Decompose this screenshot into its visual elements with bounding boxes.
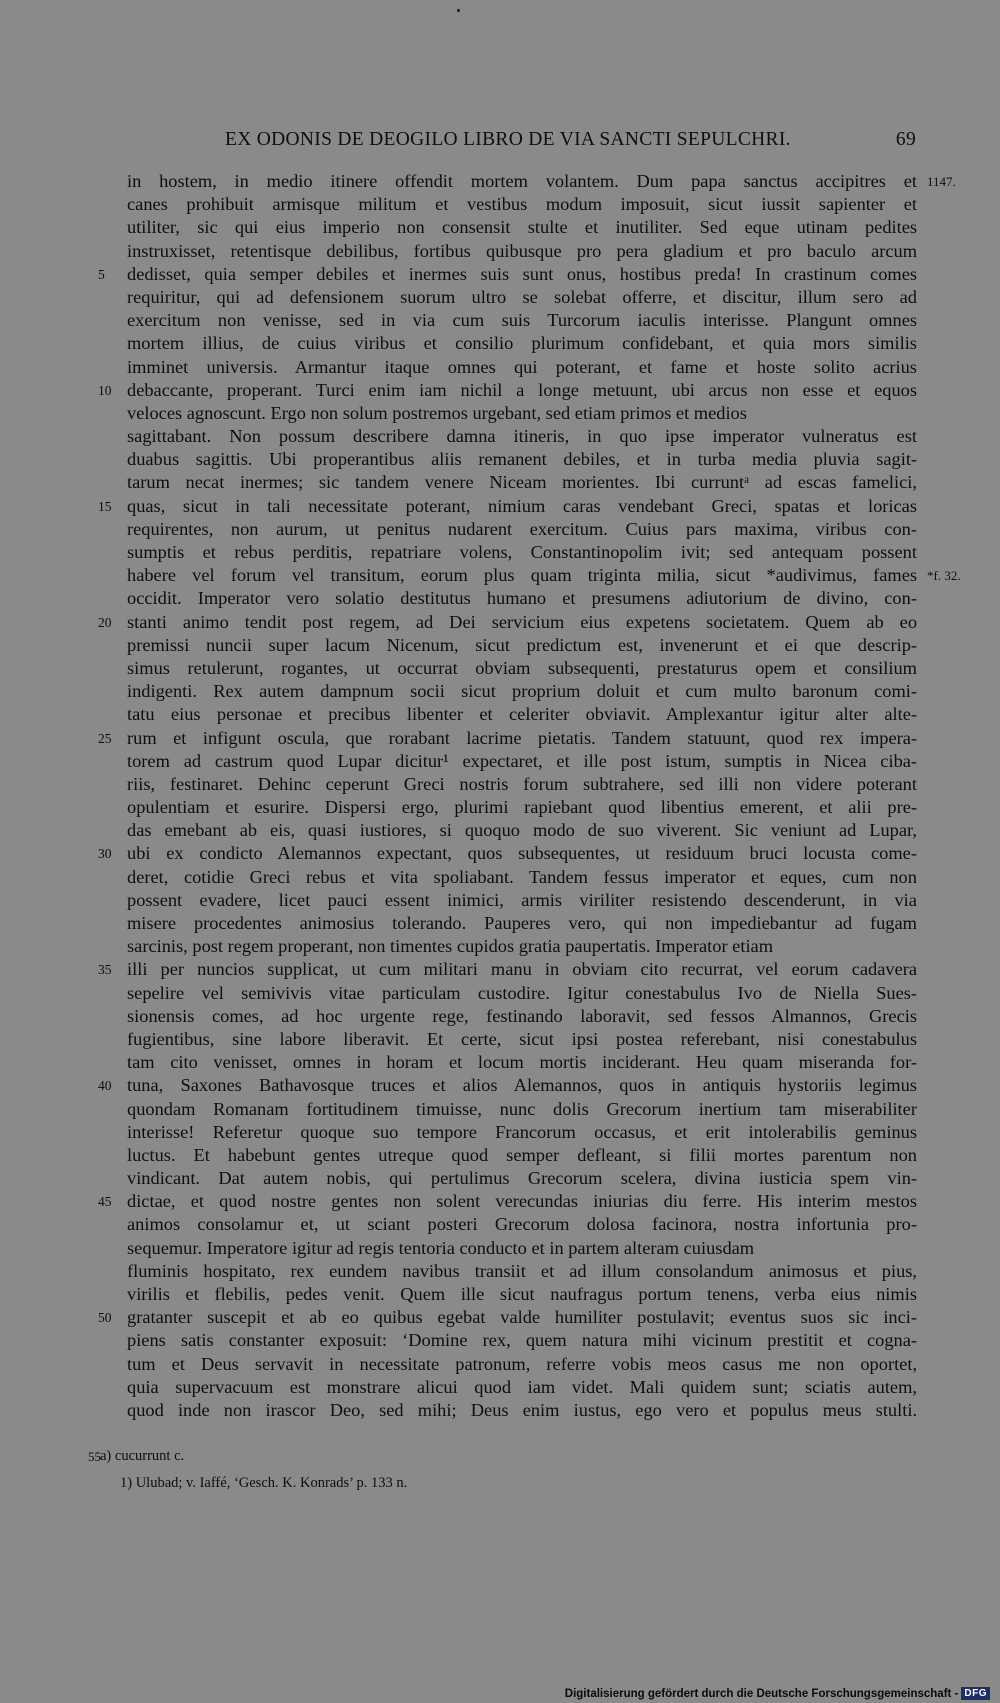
line-text: das emebant ab eis, quasi iustiores, si quoquo modo de suo viverent. Sic veniunt ad Lupar, <box>127 820 918 841</box>
margin-note: 1147. <box>927 174 956 189</box>
line-text: tatu eius personae et precibus libenter et celeriter obviavit. Amplexantur igitur alter alte- <box>127 704 918 725</box>
line-text: canes prohibuit armisque militum et vestibus modum imposuit, sicut iussit sapienter et <box>127 194 918 215</box>
text-line <box>127 1213 917 1236</box>
line-text: ubi ex condicto Alemannos expectant, quos subsequentes, ut residuum bruci locusta come- <box>127 843 917 864</box>
text-line <box>127 286 917 309</box>
text-line <box>127 680 917 703</box>
text-line <box>98 1190 917 1213</box>
line-text: mortem illius, de cuius viribus et consilio plurimum confidebant, et quia mors similis <box>127 333 917 354</box>
text-line <box>127 425 917 448</box>
line-text: utiliter, sic qui eius imperio non consensit stulte et inutiliter. Sed eque utinam pedites <box>127 217 918 238</box>
text-line <box>127 1237 917 1260</box>
line-text: luctus. Et habebunt gentes utreque quod semper defleant, si filii mortes parentum non <box>127 1144 918 1165</box>
text-line <box>127 309 917 332</box>
text-line <box>98 958 918 981</box>
text-line <box>127 1329 917 1352</box>
text-line <box>98 495 917 518</box>
digitization-credit <box>565 1687 990 1700</box>
line-text: vindicant. Dat autem nobis, qui pertulimus Grecorum scelera, divina iusticia spem vin- <box>127 1168 918 1189</box>
line-text: sagittabant. Non possum describere damna itineris, in quo ipse imperator vulneratus est <box>127 426 917 447</box>
text-line <box>127 1376 917 1399</box>
line-text: indigenti. Rex autem dampnum socii sicut proprium doluit et cum multo baronum comi- <box>127 681 918 702</box>
line-text: fugientibus, sine labore liberavit. Et certe, sicut ipsi postea referebant, nisi conestabulus <box>127 1028 917 1049</box>
line-text: sarcinis, post regem properant, non timentes cupidos gratia paupertatis. Imperator etiam <box>127 936 774 957</box>
text-line <box>98 1306 918 1329</box>
line-text: sumptis et rebus perditis, repatriare volens, Constantinopolim ivit; sed antequam possent <box>127 542 917 562</box>
text-line <box>127 518 917 541</box>
line-text: exercitum non venisse, sed in via cum suis Turcorum iaculis interisse. Plangunt omnes <box>127 310 918 331</box>
text-line <box>98 611 918 634</box>
line-text: interisse! Referetur quoque suo tempore Francorum occasus, et erit intolerabilis geminus <box>127 1121 917 1142</box>
line-number: 20 <box>98 614 112 630</box>
text-line <box>127 773 917 796</box>
line-text: sepelire vel semivivis vitae particulam custodire. Igitur conestabulus Ivo de Niella Sues- <box>127 982 918 1003</box>
text-line <box>127 1353 917 1376</box>
footnote-text: 1) Ulubad; v. Iaffé, ‘Gesch. K. Konrads’ p. 133 n. <box>120 1475 408 1491</box>
text-line <box>127 634 917 657</box>
line-text: premissi nuncii super lacum Nicenum, sicut predictum est, invenerunt et ei que descrip- <box>127 634 918 655</box>
line-text: deret, cotidie Greci rebus et vita spoliabant. Tandem fessus imperator et eques, cum non <box>127 866 917 887</box>
dfg-logo: DFG <box>961 1687 990 1700</box>
line-number: 40 <box>98 1078 112 1094</box>
text-line <box>127 356 917 379</box>
running-title: EX ODONIS DE DEOGILO LIBRO DE VIA SANCTI SEPULCHRI. <box>225 129 791 150</box>
credit-text: Digitalisierung gefördert durch die Deutsche Forschungsgemeinschaft - <box>564 1687 959 1700</box>
text-line <box>127 1005 917 1028</box>
line-text: in hostem, in medio itinere offendit mortem volantem. Dum papa sanctus accipitres et <box>127 171 917 191</box>
line-number: 50 <box>98 1310 112 1326</box>
line-text: tam cito venisset, omnes in horam et locum mortis inciderant. Heu quam miseranda for- <box>127 1052 917 1073</box>
text-line <box>127 1283 917 1306</box>
text-line <box>127 587 917 610</box>
text-line <box>127 193 917 216</box>
line-text: occidit. Imperator vero solatio destitutus humano et presumens adiutorium de divino, con- <box>127 588 917 609</box>
line-text: opulentiam et esurire. Dispersi ergo, plurimi rapiebant quod libentius emerent, et alii pre- <box>127 797 918 818</box>
line-text: piens satis constanter exposuit: ‘Domine rex, quem natura mihi vicinum prestitit et cogna- <box>127 1330 918 1351</box>
text-line <box>127 703 917 726</box>
text-line <box>98 263 918 286</box>
text-line <box>127 1098 917 1121</box>
line-text: riis, festinaret. Dehinc ceperunt Greci nostris forum subtrahere, sed illi non videre poterant <box>127 773 917 794</box>
text-line <box>127 796 917 819</box>
text-line <box>127 332 917 355</box>
text-line <box>127 935 917 958</box>
line-text: duabus sagittis. Ubi properantibus aliis remanent debiles, et in turba media pluvia sagit- <box>127 449 918 470</box>
line-text: rum et infigunt oscula, que rorabant lacrime pietatis. Tandem statuunt, quod rex impera- <box>127 727 918 748</box>
line-text: habere vel forum vel transitum, eorum plus quam triginta milia, sicut *audivimus, fames <box>127 565 918 586</box>
text-line <box>127 1167 917 1190</box>
line-text: torem ad castrum quod Lupar dicitur¹ expectaret, et ille post istum, sumptis in Nicea ciba- <box>127 750 918 771</box>
text-line <box>127 1051 917 1074</box>
line-text: requirentes, non aurum, ut penitus nudarent exercitum. Cuius pars maxima, viribus con- <box>127 518 917 539</box>
text-line <box>127 889 917 912</box>
line-text: debaccante, properant. Turci enim iam nichil a longe metuunt, ubi arcus non esse et equos <box>127 379 918 400</box>
text-line <box>127 1399 917 1422</box>
line-text: animos consolamur et, ut sciant posteri Grecorum dolosa facinora, nostra infortunia pro- <box>127 1214 917 1235</box>
line-text: gratanter suscepit et ab eo quibus egebat valde humiliter postulavit; eventus suos sic inci- <box>127 1307 918 1328</box>
line-text: instruxisset, retentisque debilibus, fortibus quibusque pro pera gladium et pro baculo arcum <box>127 240 918 261</box>
text-line <box>98 1074 917 1097</box>
text-line <box>127 170 956 193</box>
line-number: 10 <box>98 382 112 398</box>
line-text: quod inde non irascor Deo, sed mihi; Deus enim iustus, ego vero et populus meus stulti. <box>127 1399 918 1420</box>
line-number: 55 <box>88 1449 101 1464</box>
text-line <box>98 842 917 865</box>
margin-note: *f. 32. <box>927 568 961 584</box>
text-line <box>127 402 917 425</box>
text-line <box>127 819 917 842</box>
text-line <box>127 1144 917 1167</box>
line-number: 45 <box>98 1194 112 1210</box>
text-line <box>127 216 917 239</box>
text-line <box>127 564 961 587</box>
line-text: requiritur, qui ad defensionem suorum ultro se solebat offerre, et discitur, illum sero ad <box>127 286 917 307</box>
footnote-text: a) cucurrunt c. <box>100 1448 185 1464</box>
line-text: simus retulerunt, rogantes, ut occurrat obviam subsequenti, prestaturus opem et consilium <box>127 657 917 678</box>
text-line <box>127 1028 917 1051</box>
page-number: 69 <box>895 129 916 150</box>
line-text: sionensis comes, ad hoc urgente rege, festinando laboravit, sed fessos Almannos, Grecis <box>127 1005 918 1026</box>
footnote-area <box>88 1443 920 1497</box>
line-text: possent evadere, licet pauci essent inimici, armis viriliter resistendo descenderunt, in via <box>127 889 917 910</box>
line-number: 15 <box>98 498 112 514</box>
text-line <box>127 471 917 494</box>
text-line <box>127 240 917 263</box>
line-number: 25 <box>98 730 112 746</box>
text-line <box>98 727 918 750</box>
text-line <box>127 912 917 935</box>
text-line <box>127 448 917 471</box>
text-line <box>127 982 917 1005</box>
line-text: fluminis hospitato, rex eundem navibus transiit et ad illum consolandum animosus et pius, <box>127 1260 918 1281</box>
text-line <box>127 750 917 773</box>
scan-speck <box>457 9 460 12</box>
line-text: imminet universis. Armantur itaque omnes qui poterant, et fame et hoste solito acrius <box>127 356 917 377</box>
line-text: tuna, Saxones Bathavosque truces et alios Alemannos, quos in antiquis hystoriis legimus <box>127 1075 917 1096</box>
text-line <box>127 657 917 680</box>
line-text: quia supervacuum est monstrare alicui quod iam videt. Mali quidem sunt; sciatis autem, <box>127 1376 917 1397</box>
main-text <box>98 170 961 1422</box>
line-text: veloces agnoscunt. Ergo non solum postremos urgebant, sed etiam primos et medios <box>127 402 747 423</box>
text-line <box>127 541 917 564</box>
line-number: 5 <box>98 266 105 282</box>
line-text: misere procedentes animosius tolerando. Pauperes vero, qui non impediebantur ad fugam <box>127 913 917 933</box>
footnote <box>100 1470 920 1497</box>
line-number: 30 <box>98 846 112 862</box>
line-text: stanti animo tendit post regem, ad Dei servicium eius expetens societatem. Quem ab eo <box>127 611 918 632</box>
line-text: illi per nuncios supplicat, ut cum militari manu in obviam cito recurrat, vel eorum cadavera <box>127 959 918 980</box>
text-line <box>127 1260 917 1283</box>
line-text: virilis et flebilis, pedes venit. Quem ille sicut naufragus portum tenens, verba eius nimis <box>127 1284 917 1304</box>
text-line <box>127 866 917 889</box>
line-text: tum et Deus servavit in necessitate patronum, referre vobis meos casus me non oportet, <box>127 1353 918 1374</box>
line-text: quas, sicut in tali necessitate poterant, nimium caras vendebant Greci, spatas et loricas <box>127 495 917 516</box>
line-text: dictae, et quod nostre gentes non solent verecundas iniurias diu ferre. His interim mestos <box>127 1191 917 1212</box>
line-text: quondam Romanam fortitudinem timuisse, nunc dolis Grecorum inertium tam miserabiliter <box>127 1098 917 1119</box>
line-text: dedisset, quia semper debiles et inermes suis sunt onus, hostibus preda! In crastinum comes <box>127 263 918 284</box>
line-text: sequemur. Imperatore igitur ad regis tentoria conducto et in partem alteram cuiusdam <box>127 1237 755 1258</box>
footnote <box>88 1443 920 1470</box>
line-number: 35 <box>98 962 112 978</box>
line-text: tarum necat inermes; sic tandem venere Niceam morientes. Ibi curruntᵃ ad escas famelici, <box>127 472 917 493</box>
text-line <box>127 1121 917 1144</box>
text-line <box>98 379 918 402</box>
